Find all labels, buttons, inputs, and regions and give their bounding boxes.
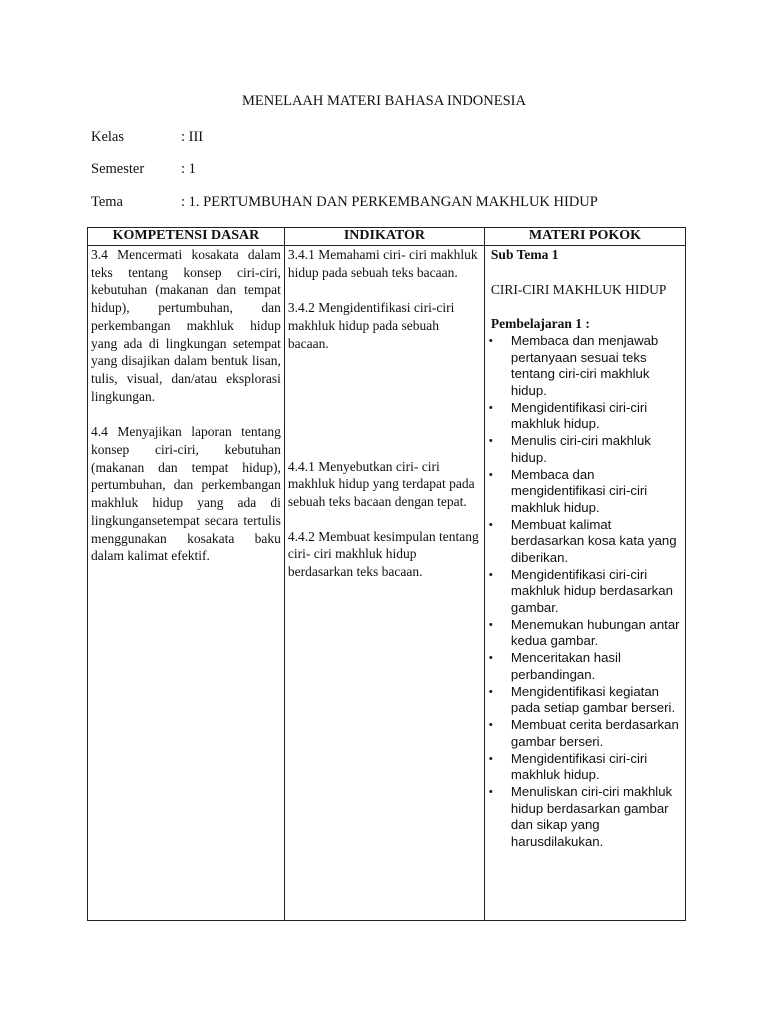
bullet-icon: • xyxy=(488,468,493,481)
list-item: • Menemukan hubungan antar kedua gambar. xyxy=(488,616,680,649)
kompetensi-4-4: 4.4 Menyajikan laporan tentang konsep ciri-ciri, kebutuhan (makanan dan tempat hidup), pertumbuhan, dan perkembangan makhluk hidup yang ada di lingkungansetempat secara tertulis menggunakan kosakata baku dalam kalimat efektif. xyxy=(91,424,281,564)
list-item: • Mengidentifikasi ciri-ciri makhluk hidup. xyxy=(488,399,648,432)
list-item: • Membaca dan mengidentifikasi ciri-ciri makhluk hidup. xyxy=(488,466,648,515)
header-kompetensi-dasar: KOMPETENSI DASAR xyxy=(88,228,285,246)
kompetensi-3-4: 3.4 Mencermati kosakata dalam teks tentang konsep ciri-ciri, kebutuhan (makanan dan tempat hidup), pertumbuhan, dan perkembangan makhluk hidup yang ada di lingkungan setempat yang disajikan dalam bentuk lisan, tulis, visual, dan/atau eksplorasi lingkungan. xyxy=(91,247,281,404)
header-indikator: INDIKATOR xyxy=(284,228,484,246)
meta-semester xyxy=(91,161,196,178)
indikator-3-4-2: 3.4.2 Mengidentifikasi ciri-ciri makhluk hidup pada sebuah bacaan. xyxy=(287,300,455,351)
bullet-icon: • xyxy=(488,786,493,799)
bullet-icon: • xyxy=(488,518,493,531)
meta-kelas xyxy=(91,129,203,146)
meta-tema xyxy=(91,194,598,211)
meta-label: Kelas xyxy=(91,129,125,145)
table-header-row xyxy=(88,228,686,246)
list-item: • Mengidentifikasi kegiatan pada setiap gambar berseri. xyxy=(488,683,676,716)
bullet-icon: • xyxy=(488,752,493,765)
materi-cell xyxy=(484,246,685,921)
bullet-icon: • xyxy=(488,435,493,448)
list-item: • Mengidentifikasi ciri-ciri makhluk hidup berdasarkan gambar. xyxy=(488,566,673,615)
bullet-icon: • xyxy=(488,618,493,631)
materi-table xyxy=(87,227,686,921)
indikator-4-4-1: 4.4.1 Menyebutkan ciri- ciri makhluk hidup yang terdapat pada sebuah teks bacaan dengan tepat. xyxy=(287,458,475,509)
table-row xyxy=(88,246,686,921)
list-item: • Membaca dan menjawab pertanyaan sesuai teks tentang ciri-ciri makhluk hidup. xyxy=(488,333,659,398)
sub-tema-title: CIRI-CIRI MAKHLUK HIDUP xyxy=(490,281,667,297)
meta-value: : 1. PERTUMBUHAN DAN PERKEMBANGAN MAKHLUK HIDUP xyxy=(181,194,598,210)
list-item: • Membuat kalimat berdasarkan kosa kata yang diberikan. xyxy=(488,516,677,565)
sub-tema: Sub Tema 1 xyxy=(490,247,559,262)
pembelajaran-heading: Pembelajaran 1 : xyxy=(490,316,590,332)
indikator-3-4-1: 3.4.1 Memahami ciri- ciri makhluk hidup pada sebuah teks bacaan. xyxy=(287,247,478,280)
list-item: • Menulis ciri-ciri makhluk hidup. xyxy=(488,433,651,465)
document-title: MENELAAH MATERI BAHASA INDONESIA xyxy=(242,93,526,109)
meta-value: : III xyxy=(181,129,204,145)
bullet-icon: • xyxy=(488,401,493,414)
bullet-icon: • xyxy=(488,719,493,732)
list-item: • Mengidentifikasi ciri-ciri makhluk hidup. xyxy=(488,750,648,783)
meta-label: Semester xyxy=(91,161,145,177)
list-item: • Menceritakan hasil perbandingan. xyxy=(488,650,621,682)
bullet-icon: • xyxy=(488,335,493,348)
list-item: • Menuliskan ciri-ciri makhluk hidup berdasarkan gambar dan sikap yang harusdilakukan. xyxy=(488,784,673,849)
bullet-icon: • xyxy=(488,685,493,698)
meta-value: : 1 xyxy=(181,161,196,177)
meta-label: Tema xyxy=(91,194,123,210)
list-item: • Membuat cerita berdasarkan gambar berseri. xyxy=(488,717,679,749)
materi-list xyxy=(488,333,682,850)
indikator-cell xyxy=(284,246,484,921)
bullet-icon: • xyxy=(488,568,493,581)
kompetensi-cell xyxy=(88,246,285,921)
bullet-icon: • xyxy=(488,652,493,665)
indikator-4-4-2: 4.4.2 Membuat kesimpulan tentang ciri- ciri makhluk hidup berdasarkan teks bacaan. xyxy=(287,528,479,580)
header-materi-pokok: MATERI POKOK xyxy=(484,228,685,246)
